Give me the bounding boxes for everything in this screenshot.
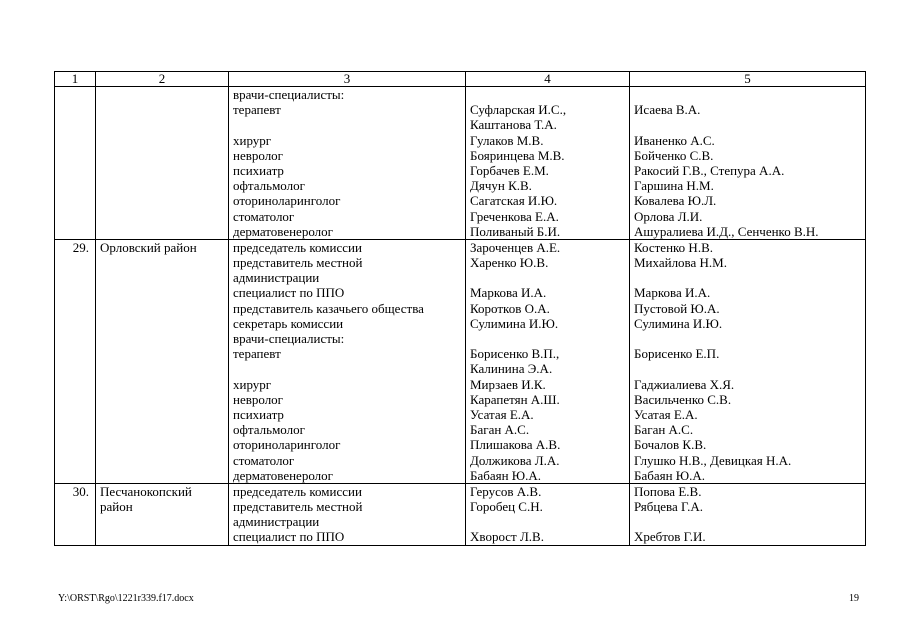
reserve-line: Маркова И.А. — [634, 285, 711, 301]
district-line: район — [100, 499, 133, 515]
header-cell-3: 3 — [229, 72, 466, 87]
role-line: дерматовенеролог — [233, 223, 333, 239]
member-line: Зароченцев А.Е. — [470, 239, 561, 255]
reserve-line: Сулимина И.Ю. — [634, 315, 723, 331]
member-line: Борисенко В.П., — [470, 346, 560, 362]
role-line — [233, 361, 461, 376]
reserve-line: Баган А.С. — [634, 422, 694, 438]
role-line: психиатр — [233, 162, 284, 178]
member-line: Суфларская И.С., — [470, 102, 567, 118]
reserve-line: Глушко Н.В., Девицкая Н.А. — [634, 452, 792, 468]
row-number: 29. — [55, 239, 96, 483]
reserve-line: Борисенко Е.П. — [634, 346, 720, 362]
member-line: Дячун К.В. — [470, 178, 532, 194]
member-line — [470, 331, 625, 346]
reserves-cell — [630, 483, 866, 545]
reserve-line: Михайлова Н.М. — [634, 255, 727, 271]
reserve-line — [634, 331, 861, 346]
roles-cell — [229, 483, 466, 545]
reserve-line: Иваненко А.С. — [634, 132, 715, 148]
reserve-line: Костенко Н.В. — [634, 239, 713, 255]
member-line: Карапетян А.Ш. — [470, 391, 560, 407]
role-line: психиатр — [233, 406, 284, 422]
member-line: Усатая Е.А. — [470, 406, 534, 422]
table-row — [55, 483, 866, 545]
reserve-line: Бабаян Ю.А. — [634, 467, 706, 483]
header-cell-4: 4 — [466, 72, 630, 87]
role-line: специалист по ППО — [233, 285, 345, 301]
member-line: Коротков О.А. — [470, 300, 550, 316]
row-number — [55, 87, 96, 240]
member-line: Должикова Л.А. — [470, 452, 560, 468]
reserve-line: Исаева В.А. — [634, 102, 701, 118]
roles-cell — [229, 87, 466, 240]
role-line: оториноларинголог — [233, 437, 341, 453]
member-line: Греченкова Е.А. — [470, 208, 559, 224]
member-line: Харенко Ю.В. — [470, 255, 549, 271]
member-line: Сулимина И.Ю. — [470, 315, 559, 331]
role-line: представитель казачьего общества — [233, 300, 424, 316]
header-cell-5: 5 — [630, 72, 866, 87]
reserve-line: Хребтов Г.И. — [634, 529, 706, 545]
reserves-cell — [630, 87, 866, 240]
reserve-line: Бочалов К.В. — [634, 437, 707, 453]
member-line — [470, 87, 625, 102]
role-line: врачи-специалисты: — [233, 87, 345, 102]
role-line: стоматолог — [233, 208, 295, 224]
header-cell-1: 1 — [55, 72, 96, 87]
reserve-line: Ашуралиева И.Д., Сенченко В.Н. — [634, 223, 819, 239]
reserve-line: Пустовой Ю.А. — [634, 300, 720, 316]
reserve-line: Гаршина Н.М. — [634, 178, 714, 194]
role-line: председатель комиссии — [233, 239, 362, 255]
role-line: представитель местной — [233, 255, 363, 271]
member-line: Горбачев Е.М. — [470, 162, 549, 178]
reserve-line: Рябцева Г.А. — [634, 499, 703, 515]
reserve-line — [634, 361, 861, 376]
reserve-line — [634, 87, 861, 102]
member-line — [470, 270, 625, 285]
member-line: Каштанова Т.А. — [470, 117, 557, 133]
reserve-line: Гаджиалиева Х.Я. — [634, 376, 735, 392]
member-line — [470, 514, 625, 529]
members-cell — [466, 483, 630, 545]
reserve-line: Орлова Л.И. — [634, 208, 703, 224]
district-line: Песчанокопский — [100, 483, 192, 499]
role-line: администрации — [233, 270, 320, 286]
role-line — [233, 117, 461, 132]
header-row — [55, 72, 866, 87]
reserve-line: Ковалева Ю.Л. — [634, 193, 717, 209]
members-cell — [466, 239, 630, 483]
reserve-line: Усатая Е.А. — [634, 406, 698, 422]
role-line: хирург — [233, 376, 272, 392]
table-body — [55, 72, 866, 546]
member-line: Калинина Э.А. — [470, 361, 553, 377]
member-line: Бояринцева М.В. — [470, 147, 565, 163]
member-line: Герусов А.В. — [470, 483, 542, 499]
reserve-line — [634, 514, 861, 529]
role-line: председатель комиссии — [233, 483, 362, 499]
member-line: Плишакова А.В. — [470, 437, 561, 453]
role-line: администрации — [233, 514, 320, 530]
district-cell — [96, 483, 229, 545]
table-row — [55, 87, 866, 240]
member-line: Поливаный Б.И. — [470, 223, 561, 239]
reserve-line — [634, 117, 861, 132]
role-line: офтальмолог — [233, 178, 305, 194]
members-cell — [466, 87, 630, 240]
member-line: Горобец С.Н. — [470, 499, 543, 515]
district-line: Орловский район — [100, 239, 197, 255]
reserve-line: Попова Е.В. — [634, 483, 702, 499]
role-line: представитель местной — [233, 499, 363, 515]
roles-cell — [229, 239, 466, 483]
role-line: врачи-специалисты: — [233, 331, 345, 346]
header-cell-2: 2 — [96, 72, 229, 87]
commission-table — [54, 71, 866, 546]
role-line: специалист по ППО — [233, 529, 345, 545]
role-line: офтальмолог — [233, 422, 305, 438]
role-line: невролог — [233, 147, 284, 163]
member-line: Маркова И.А. — [470, 285, 547, 301]
member-line: Бабаян Ю.А. — [470, 467, 542, 483]
footer-page-number: 19 — [849, 593, 859, 604]
role-line: терапевт — [233, 102, 281, 118]
role-line: оториноларинголог — [233, 193, 341, 209]
role-line: дерматовенеролог — [233, 467, 333, 483]
reserve-line: Бойченко С.В. — [634, 147, 714, 163]
member-line: Гулаков М.В. — [470, 132, 544, 148]
member-line: Сагатская И.Ю. — [470, 193, 558, 209]
district-cell — [96, 87, 229, 240]
role-line: хирург — [233, 132, 272, 148]
reserve-line: Ракосий Г.В., Степура А.А. — [634, 162, 785, 178]
member-line: Хворост Л.В. — [470, 529, 544, 545]
footer-file-path: Y:\ORST\Rgo\1221r339.f17.docx — [58, 593, 194, 604]
district-cell — [96, 239, 229, 483]
reserve-line — [634, 270, 861, 285]
member-line: Баган А.С. — [470, 422, 530, 438]
role-line: терапевт — [233, 346, 281, 362]
role-line: секретарь комиссии — [233, 315, 344, 331]
row-number: 30. — [55, 483, 96, 545]
reserve-line: Васильченко С.В. — [634, 391, 732, 407]
reserves-cell — [630, 239, 866, 483]
role-line: стоматолог — [233, 452, 295, 468]
table-row — [55, 239, 866, 483]
member-line: Мирзаев И.К. — [470, 376, 546, 392]
role-line: невролог — [233, 391, 284, 407]
